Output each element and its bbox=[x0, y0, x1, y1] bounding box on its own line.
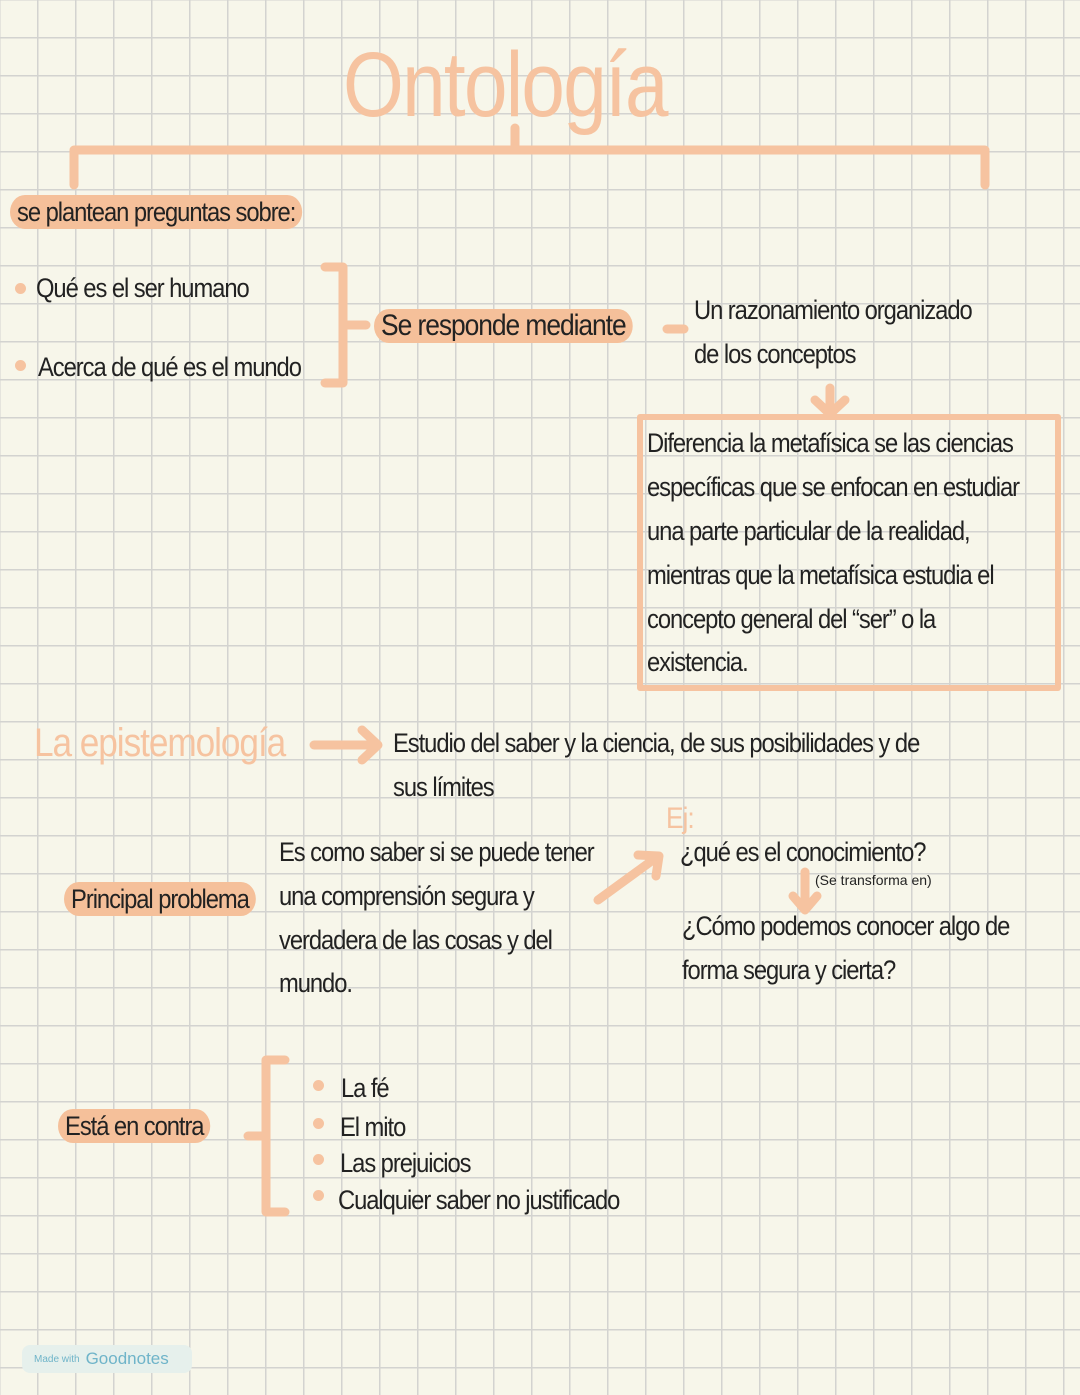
box-line: mientras que la metafísica estudia el bbox=[647, 560, 994, 590]
page-title: Ontología bbox=[343, 34, 667, 136]
arrow-diagonal-icon bbox=[598, 855, 659, 900]
example-result: forma segura y cierta? bbox=[682, 955, 896, 985]
bullet-icon bbox=[15, 360, 26, 371]
box-line: Diferencia la metafísica se las ciencias bbox=[647, 428, 1013, 458]
against-item: El mito bbox=[340, 1112, 406, 1142]
transform-note: (Se transforma en) bbox=[815, 872, 932, 888]
problem-line: Es como saber si se puede tener bbox=[279, 837, 594, 867]
question-item: Qué es el ser humano bbox=[36, 273, 249, 303]
bullet-icon bbox=[313, 1080, 324, 1091]
questions-bracket bbox=[325, 267, 366, 383]
box-line: específicas que se enfocan en estudiar bbox=[647, 472, 1019, 502]
example-question: ¿qué es el conocimiento? bbox=[680, 837, 926, 867]
box-line: concepto general del “ser” o la bbox=[647, 604, 936, 634]
example-result: ¿Cómo podemos conocer algo de bbox=[682, 911, 1010, 941]
arrow-down-icon bbox=[815, 388, 845, 414]
connector-label: Se responde mediante bbox=[374, 309, 633, 343]
definition-line: Estudio del saber y la ciencia, de sus posibilidades y de bbox=[393, 728, 920, 758]
answer-line: Un razonamiento organizado bbox=[694, 295, 972, 325]
goodnotes-badge bbox=[22, 1345, 192, 1373]
problem-line: mundo. bbox=[279, 968, 352, 998]
bullet-icon bbox=[313, 1154, 324, 1165]
against-label: Está en contra bbox=[58, 1109, 211, 1143]
bullet-icon bbox=[313, 1118, 324, 1129]
bullet-icon bbox=[15, 283, 26, 294]
example-label: Ej: bbox=[666, 802, 694, 835]
arrow-right-icon bbox=[314, 730, 378, 760]
problem-line: una comprensión segura y bbox=[279, 881, 534, 911]
problem-label: Principal problema bbox=[64, 882, 256, 916]
definition-line: sus límites bbox=[393, 772, 494, 802]
box-line: una parte particular de la realidad, bbox=[647, 516, 970, 546]
against-item: Las prejuicios bbox=[340, 1148, 471, 1178]
epistemology-heading: La epistemología bbox=[34, 721, 286, 765]
against-item: La fé bbox=[341, 1073, 389, 1103]
against-item: Cualquier saber no justificado bbox=[338, 1185, 620, 1215]
brand-logo: Goodnotes bbox=[85, 1349, 169, 1368]
problem-line: verdadera de las cosas y del bbox=[279, 925, 552, 955]
answer-line: de los conceptos bbox=[694, 339, 856, 369]
questions-label: se plantean preguntas sobre: bbox=[10, 195, 302, 229]
box-line: existencia. bbox=[647, 647, 748, 677]
made-with-text: Made with bbox=[34, 1353, 80, 1365]
bullet-icon bbox=[313, 1190, 324, 1201]
question-item: Acerca de qué es el mundo bbox=[38, 352, 301, 382]
arrow-transform-icon bbox=[793, 872, 817, 910]
against-bracket bbox=[248, 1060, 285, 1212]
